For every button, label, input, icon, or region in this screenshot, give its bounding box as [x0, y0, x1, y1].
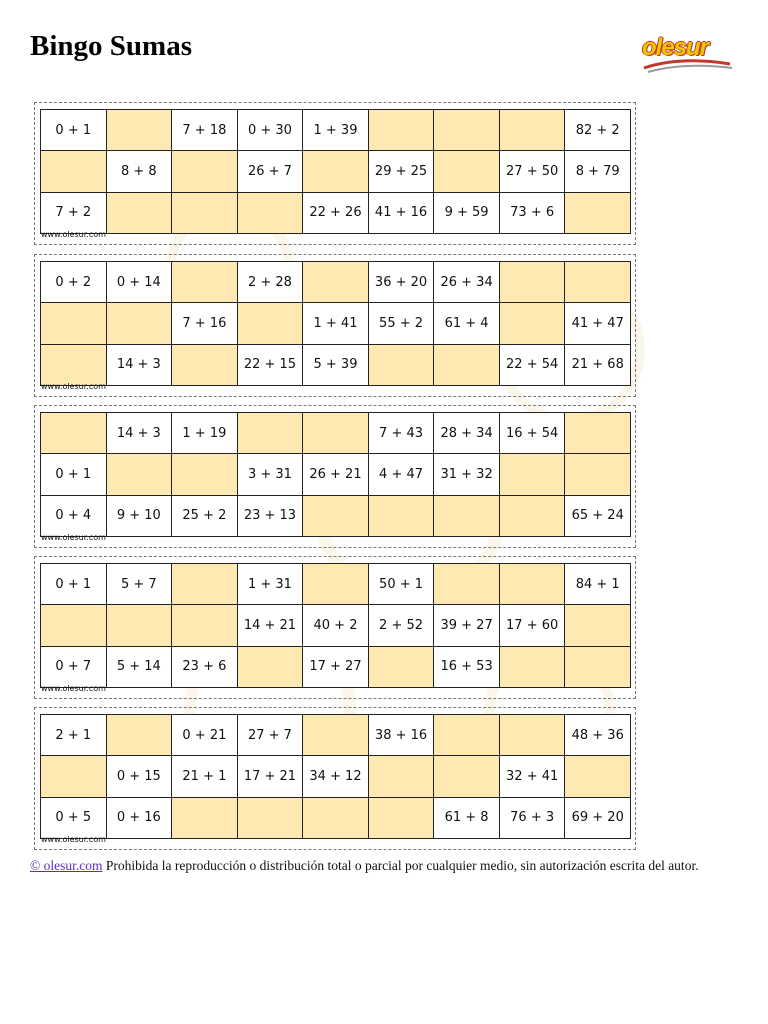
bingo-cell: 69 + 20: [565, 798, 631, 839]
site-label: www.olesur.com: [41, 684, 106, 693]
bingo-cell-empty: [369, 798, 435, 839]
bingo-cell-empty: [41, 756, 107, 797]
bingo-cell: 0 + 14: [107, 262, 173, 303]
bingo-cell-empty: [565, 262, 631, 303]
bingo-cell-empty: [434, 564, 500, 605]
bingo-cell-empty: [369, 110, 435, 151]
bingo-cell-empty: [500, 262, 566, 303]
site-label: www.olesur.com: [41, 533, 106, 542]
bingo-cell: 0 + 7: [41, 647, 107, 688]
bingo-grid: [40, 261, 631, 386]
bingo-cell: 14 + 3: [107, 413, 173, 454]
bingo-cell: 39 + 27: [434, 605, 500, 646]
bingo-cell: 1 + 19: [172, 413, 238, 454]
bingo-cell-empty: [500, 496, 566, 537]
bingo-cell-empty: [434, 496, 500, 537]
bingo-cell: 21 + 1: [172, 756, 238, 797]
bingo-cell: 5 + 14: [107, 647, 173, 688]
bingo-cell-empty: [434, 715, 500, 756]
bingo-cell-empty: [565, 413, 631, 454]
bingo-cell: 7 + 43: [369, 413, 435, 454]
bingo-cell-empty: [303, 715, 369, 756]
bingo-cell-empty: [41, 345, 107, 386]
bingo-cell: 48 + 36: [565, 715, 631, 756]
logo-text: olesur: [642, 34, 709, 61]
bingo-cell: 73 + 6: [500, 193, 566, 234]
bingo-cell: 0 + 4: [41, 496, 107, 537]
bingo-cell: 22 + 54: [500, 345, 566, 386]
bingo-cell-empty: [369, 496, 435, 537]
bingo-cell: 26 + 21: [303, 454, 369, 495]
copyright-text: Prohibida la reproducción o distribución total o parcial por cualquier medio, sin autorización escrita del autor.: [102, 858, 699, 873]
bingo-cell: 17 + 21: [238, 756, 304, 797]
bingo-cell: 26 + 7: [238, 151, 304, 192]
bingo-cell: 41 + 16: [369, 193, 435, 234]
bingo-cell: 23 + 13: [238, 496, 304, 537]
bingo-cell: 1 + 41: [303, 303, 369, 344]
site-label: www.olesur.com: [41, 230, 106, 239]
bingo-cell: 61 + 8: [434, 798, 500, 839]
bingo-cell: 0 + 2: [41, 262, 107, 303]
bingo-cell-empty: [434, 151, 500, 192]
bingo-cell: 14 + 3: [107, 345, 173, 386]
bingo-cell: 16 + 54: [500, 413, 566, 454]
bingo-cell-empty: [565, 454, 631, 495]
bingo-cell: 50 + 1: [369, 564, 435, 605]
bingo-card: [34, 102, 636, 245]
bingo-cell: 21 + 68: [565, 345, 631, 386]
bingo-cell: 14 + 21: [238, 605, 304, 646]
bingo-cell-empty: [238, 798, 304, 839]
bingo-card: [34, 556, 636, 699]
bingo-cell: 65 + 24: [565, 496, 631, 537]
bingo-cell: 5 + 7: [107, 564, 173, 605]
bingo-cell: 28 + 34: [434, 413, 500, 454]
bingo-cell-empty: [369, 345, 435, 386]
bingo-cell-empty: [172, 193, 238, 234]
bingo-cell-empty: [565, 647, 631, 688]
bingo-cell: 0 + 5: [41, 798, 107, 839]
bingo-cell: 0 + 30: [238, 110, 304, 151]
bingo-cell: 27 + 50: [500, 151, 566, 192]
bingo-cell-empty: [434, 110, 500, 151]
bingo-cell-empty: [303, 413, 369, 454]
bingo-grid: [40, 412, 631, 537]
bingo-cell-empty: [107, 303, 173, 344]
bingo-grid: [40, 109, 631, 234]
bingo-cell: 7 + 16: [172, 303, 238, 344]
bingo-cell-empty: [369, 647, 435, 688]
bingo-cell-empty: [107, 605, 173, 646]
bingo-cell-empty: [565, 605, 631, 646]
bingo-cell-empty: [565, 193, 631, 234]
bingo-cell-empty: [172, 798, 238, 839]
copyright-footer: [30, 858, 720, 874]
bingo-cell-empty: [500, 303, 566, 344]
bingo-cell: 17 + 27: [303, 647, 369, 688]
bingo-cell-empty: [41, 413, 107, 454]
bingo-cell-empty: [500, 454, 566, 495]
bingo-cell-empty: [172, 454, 238, 495]
bingo-cell-empty: [172, 605, 238, 646]
bingo-cell-empty: [434, 345, 500, 386]
bingo-cell: 0 + 1: [41, 564, 107, 605]
bingo-cell: 31 + 32: [434, 454, 500, 495]
bingo-cell-empty: [172, 151, 238, 192]
bingo-cell-empty: [41, 303, 107, 344]
bingo-cell-empty: [107, 193, 173, 234]
bingo-cell: 32 + 41: [500, 756, 566, 797]
bingo-cell-empty: [107, 110, 173, 151]
bingo-cell: 0 + 15: [107, 756, 173, 797]
bingo-cell: 34 + 12: [303, 756, 369, 797]
bingo-cell-empty: [303, 262, 369, 303]
bingo-grid: [40, 563, 631, 688]
bingo-cell-empty: [172, 564, 238, 605]
site-label: www.olesur.com: [41, 835, 106, 844]
bingo-cell-empty: [500, 715, 566, 756]
bingo-cell: 36 + 20: [369, 262, 435, 303]
bingo-cell-empty: [500, 564, 566, 605]
bingo-cell-empty: [434, 756, 500, 797]
bingo-card: [34, 707, 636, 850]
bingo-cell: 2 + 28: [238, 262, 304, 303]
bingo-cell-empty: [303, 151, 369, 192]
bingo-cell-empty: [500, 647, 566, 688]
bingo-cell: 26 + 34: [434, 262, 500, 303]
bingo-cell: 4 + 47: [369, 454, 435, 495]
bingo-cell: 1 + 31: [238, 564, 304, 605]
bingo-cell-empty: [565, 756, 631, 797]
bingo-cell: 8 + 8: [107, 151, 173, 192]
bingo-cell: 7 + 2: [41, 193, 107, 234]
bingo-cell-empty: [107, 454, 173, 495]
bingo-cell-empty: [238, 413, 304, 454]
olesur-link[interactable]: © olesur.com: [30, 858, 103, 873]
bingo-cell: 1 + 39: [303, 110, 369, 151]
bingo-cell: 61 + 4: [434, 303, 500, 344]
bingo-cell-empty: [238, 193, 304, 234]
bingo-grid: [40, 714, 631, 839]
bingo-cell: 25 + 2: [172, 496, 238, 537]
bingo-cell: 8 + 79: [565, 151, 631, 192]
bingo-cell-empty: [172, 345, 238, 386]
bingo-cell-empty: [303, 798, 369, 839]
bingo-cell: 3 + 31: [238, 454, 304, 495]
bingo-cell: 16 + 53: [434, 647, 500, 688]
bingo-cell-empty: [41, 151, 107, 192]
olesur-logo: [640, 30, 736, 74]
bingo-cell: 38 + 16: [369, 715, 435, 756]
bingo-cell-empty: [107, 715, 173, 756]
page-title: Bingo Sumas: [30, 30, 192, 62]
bingo-cell: 55 + 2: [369, 303, 435, 344]
bingo-cell: 9 + 59: [434, 193, 500, 234]
bingo-cell: 40 + 2: [303, 605, 369, 646]
bingo-card: [34, 254, 636, 397]
bingo-card: [34, 405, 636, 548]
bingo-cell-empty: [41, 605, 107, 646]
bingo-cell-empty: [238, 647, 304, 688]
bingo-cell: 84 + 1: [565, 564, 631, 605]
bingo-cell: 0 + 1: [41, 454, 107, 495]
bingo-cell: 82 + 2: [565, 110, 631, 151]
bingo-cell: 5 + 39: [303, 345, 369, 386]
bingo-cell: 9 + 10: [107, 496, 173, 537]
bingo-cell: 22 + 26: [303, 193, 369, 234]
bingo-cell-empty: [303, 564, 369, 605]
bingo-cell-empty: [369, 756, 435, 797]
bingo-cell: 2 + 52: [369, 605, 435, 646]
bingo-cell: 76 + 3: [500, 798, 566, 839]
bingo-cell: 22 + 15: [238, 345, 304, 386]
bingo-cell: 23 + 6: [172, 647, 238, 688]
site-label: www.olesur.com: [41, 382, 106, 391]
bingo-cell: 27 + 7: [238, 715, 304, 756]
bingo-cell: 41 + 47: [565, 303, 631, 344]
bingo-cell-empty: [303, 496, 369, 537]
bingo-cell-empty: [500, 110, 566, 151]
bingo-cell: 0 + 1: [41, 110, 107, 151]
bingo-cell: 0 + 16: [107, 798, 173, 839]
bingo-cell: 2 + 1: [41, 715, 107, 756]
bingo-cell: 17 + 60: [500, 605, 566, 646]
bingo-cell: 0 + 21: [172, 715, 238, 756]
bingo-cell-empty: [172, 262, 238, 303]
bingo-cell-empty: [238, 303, 304, 344]
bingo-cell: 29 + 25: [369, 151, 435, 192]
bingo-cell: 7 + 18: [172, 110, 238, 151]
